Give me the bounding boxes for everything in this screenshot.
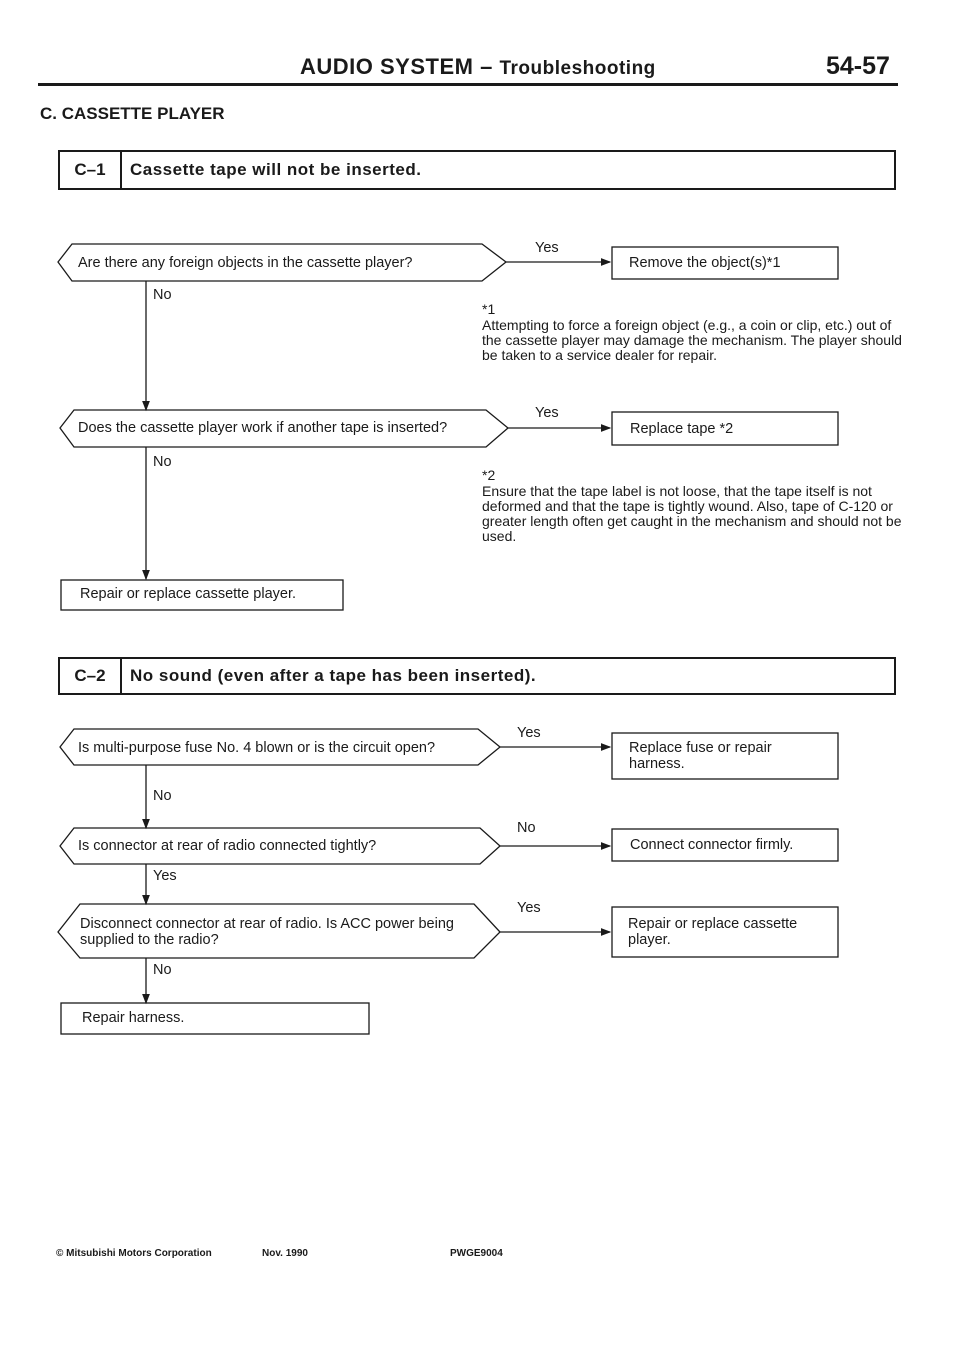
c2-end-action: Repair harness.: [82, 1010, 185, 1026]
c1-question-1: Are there any foreign objects in the cassette player?: [78, 255, 413, 271]
c1-q2-yes-label: Yes: [535, 405, 559, 421]
c2-action-3: Repair or replace cassette player.: [628, 916, 798, 948]
c2-q1-no-label: No: [153, 788, 172, 804]
footer-copyright: © Mitsubishi Motors Corporation: [56, 1248, 212, 1259]
c2-title-bar: [58, 657, 896, 695]
c1-question-2: Does the cassette player work if another tape is inserted?: [78, 420, 448, 436]
c1-code: C–1: [60, 152, 122, 188]
c2-action-2: Connect connector firmly.: [630, 837, 794, 853]
c1-note-2-mark: *2: [482, 467, 496, 483]
c2-q1-yes-label: Yes: [517, 725, 541, 741]
c2-question-2: Is connector at rear of radio connected tightly?: [78, 838, 377, 854]
section-title: C. CASSETTE PLAYER: [40, 104, 225, 123]
page-number: 54-57: [826, 52, 890, 80]
c2-q2-yes-label: Yes: [153, 868, 177, 884]
c2-q2-no-label: No: [517, 820, 536, 836]
c1-note-2: Ensure that the tape label is not loose, that the tape itself is not deformed and that the tape is tightly wound. Also, tape of C-120 or greater length often get caught in the mechanism and should not be used.: [482, 483, 902, 544]
c2-title: No sound (even after a tape has been inserted).: [130, 666, 537, 685]
c2-question-1: Is multi-purpose fuse No. 4 blown or is the circuit open?: [78, 740, 436, 756]
c1-q1-yes-label: Yes: [535, 240, 559, 256]
c2-q3-no-label: No: [153, 962, 172, 978]
footer-date: Nov. 1990: [262, 1248, 308, 1259]
c1-title-bar: [58, 150, 896, 190]
c1-title: Cassette tape will not be inserted.: [130, 160, 422, 179]
header-subtitle: Troubleshooting: [499, 58, 656, 79]
c2-question-3: Disconnect connector at rear of radio. Is ACC power being supplied to the radio?: [80, 916, 454, 948]
c2-action-1: Replace fuse or repair harness.: [629, 740, 772, 772]
c1-end-action: Repair or replace cassette player.: [80, 586, 296, 602]
c1-action-2: Replace tape *2: [630, 421, 734, 437]
c1-q2-no-label: No: [153, 454, 172, 470]
footer-code: PWGE9004: [450, 1248, 503, 1259]
header-title: AUDIO SYSTEM: [300, 54, 474, 79]
c2-q3-yes-label: Yes: [517, 900, 541, 916]
c2-code: C–2: [60, 659, 122, 693]
c1-note-1-mark: *1: [482, 301, 496, 317]
c1-note-1: Attempting to force a foreign object (e.g., a coin or clip, etc.) out of the cassette player may damage the mechanism. The player should be taken to a service dealer for repair.: [482, 317, 902, 363]
header-dash: –: [480, 54, 493, 79]
c1-action-1: Remove the object(s)*1: [629, 255, 781, 271]
c1-q1-no-label: No: [153, 287, 172, 303]
